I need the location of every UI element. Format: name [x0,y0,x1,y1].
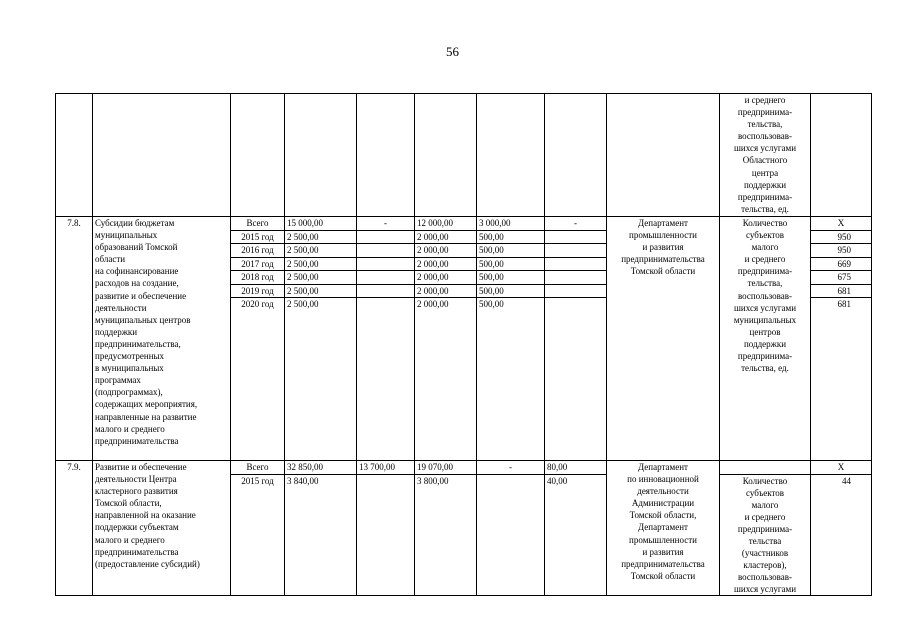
federal-cell [357,217,415,231]
year-cell [231,298,285,461]
regional-cell [415,230,477,244]
carry-cell [56,94,93,217]
total-cell [285,474,357,596]
regional-value: 12 000,00 [417,218,453,228]
regional-cell [415,474,477,596]
indicator-value-cell [811,230,872,244]
indicator-cell [720,217,811,461]
other-cell [545,257,607,271]
indicator-value-cell [811,298,872,461]
indicator-text: Количество субъектов малого и среднего предпринима- тельства (участников кластеров), воспользовав- шихся услугами [733,475,797,595]
year-text: 2018 год [241,272,274,282]
total-cell [285,284,357,298]
indicator-value: 44 [842,475,851,486]
total-cell [285,244,357,258]
other-cell [545,217,607,231]
indicator-value: X [837,462,845,472]
regional-cell [415,271,477,285]
total-cell [285,217,357,231]
indicator-value: 675 [837,272,851,282]
carry-over-row [56,94,872,217]
local-cell [477,461,545,475]
indicator-value-cell [811,257,872,271]
total-cell [285,461,357,475]
year-cell [231,461,285,475]
activity-name [93,217,231,461]
carry-cell [415,94,477,217]
page-number: 56 [446,44,459,59]
total-value: 2 500,00 [287,285,319,296]
local-value: - [509,462,512,472]
local-cell [477,230,545,244]
federal-cell [357,284,415,298]
other-cell [545,230,607,244]
row-number-text: 7.8. [67,218,81,228]
carry-cell [231,94,285,217]
carry-cell [285,94,357,217]
table-row [56,461,872,475]
year-cell [231,284,285,298]
indicator-value: 681 [837,299,851,309]
indicator-cell-empty [720,461,811,475]
total-value: 2 500,00 [287,299,319,309]
local-value: 500,00 [479,258,504,269]
regional-cell [415,284,477,298]
executor-text: Департамент промышленности и развития предпринимательства Томской области [621,218,705,277]
executor-text: Департамент по инновационной деятельности Администрации Томской области, Департамент промышленности и развития предпринимательства Томской области [621,462,705,581]
regional-cell [415,257,477,271]
total-cell [285,298,357,461]
other-cell [545,271,607,285]
federal-cell [357,298,415,461]
regional-value: 2 000,00 [417,285,449,296]
year-text: 2015 год [241,231,274,242]
year-text: 2019 год [241,285,274,296]
local-cell [477,298,545,461]
year-text: 2015 год [241,475,274,486]
other-cell [545,461,607,475]
other-cell [545,284,607,298]
activity-name-text: Развитие и обеспечение деятельности Центра кластерного развития Томской области, направленной на оказание поддержки субъектам малого и среднего предпринимательства (предоставление субсидий) [95,462,200,569]
local-value: 500,00 [479,231,504,242]
indicator-value-cell [811,284,872,298]
local-cell [477,284,545,298]
program-table [55,93,872,596]
indicator-value-cell [811,271,872,285]
indicator-value: 950 [837,231,851,242]
regional-value: 2 000,00 [417,258,449,269]
regional-value: 19 070,00 [417,462,453,472]
federal-cell [357,244,415,258]
carry-cell [811,94,872,217]
year-cell [231,230,285,244]
year-text: Всего [246,218,269,228]
year-text: 2016 год [241,245,274,255]
federal-cell [357,461,415,475]
total-cell [285,230,357,244]
regional-cell [415,298,477,461]
regional-value: 3 800,00 [417,475,449,486]
year-cell [231,257,285,271]
local-cell [477,271,545,285]
other-value: 40,00 [547,475,568,486]
year-text: 2020 год [241,299,274,309]
executor-cell [607,461,720,596]
total-value: 2 500,00 [287,231,319,242]
local-cell [477,244,545,258]
regional-value: 2 000,00 [417,299,449,309]
local-value: 500,00 [479,285,504,296]
indicator-cell [720,474,811,596]
year-cell [231,217,285,231]
local-cell [477,217,545,231]
indicator-value-cell [811,461,872,475]
total-value: 2 500,00 [287,258,319,269]
indicator-value: 669 [837,258,851,269]
indicator-value-cell [811,244,872,258]
regional-value: 2 000,00 [417,245,449,255]
federal-cell [357,474,415,596]
federal-cell [357,230,415,244]
executor-cell [607,217,720,461]
regional-cell [415,461,477,475]
row-number-text: 7.9. [67,462,81,472]
carry-cell [720,94,811,217]
local-cell [477,257,545,271]
indicator-value: X [837,218,845,228]
other-value: 80,00 [547,462,568,472]
indicator-text: Количество субъектов малого и среднего предпринима- тельства, воспользовав- шихся услугами муниципальных центров поддержки предпринима- тельства, ед. [733,218,797,374]
indicator-value-cell [811,217,872,231]
carry-indicator-text: и среднего предпринима- тельства, воспользовав- шихся услугами Областного центра поддержки предпринима- тельства, ед. [733,95,797,214]
federal-value: 13 700,00 [359,462,395,472]
other-cell [545,298,607,461]
regional-value: 2 000,00 [417,231,449,242]
year-cell [231,271,285,285]
indicator-value-cell [811,474,872,596]
federal-cell [357,257,415,271]
row-number [56,217,93,461]
local-value: 500,00 [479,272,504,282]
carry-cell [545,94,607,217]
other-cell [545,244,607,258]
total-value: 2 500,00 [287,272,319,282]
row-number [56,461,93,596]
federal-value: - [384,218,387,228]
total-cell [285,257,357,271]
regional-value: 2 000,00 [417,272,449,282]
carry-cell [93,94,231,217]
year-cell [231,244,285,258]
local-value: 500,00 [479,299,504,309]
carry-cell [607,94,720,217]
indicator-value: 681 [837,285,851,296]
total-value: 15 000,00 [287,218,323,228]
local-value: 3 000,00 [479,218,511,228]
total-value: 32 850,00 [287,462,323,472]
year-text: 2017 год [241,258,274,269]
year-cell [231,474,285,596]
local-cell [477,474,545,596]
activity-name [93,461,231,596]
other-cell [545,474,607,596]
total-value: 2 500,00 [287,245,319,255]
regional-cell [415,244,477,258]
other-value: - [574,218,577,228]
local-value: 500,00 [479,245,504,255]
total-value: 3 840,00 [287,475,319,486]
carry-cell [477,94,545,217]
year-text: Всего [246,462,269,472]
total-cell [285,271,357,285]
table-row [56,217,872,231]
activity-name-text: Субсидии бюджетам муниципальных образований Томской области на софинансирование расходов на создание, развитие и обеспечение деятельности муниципальных центров поддержки предпринимательства, предусмотренных в муниципальных программах (подпрограммах), содержащих мероприятия, направленные на развитие малого и среднего предпринимательства [95,218,198,446]
federal-cell [357,271,415,285]
carry-cell [357,94,415,217]
regional-cell [415,217,477,231]
indicator-value: 950 [837,245,851,255]
